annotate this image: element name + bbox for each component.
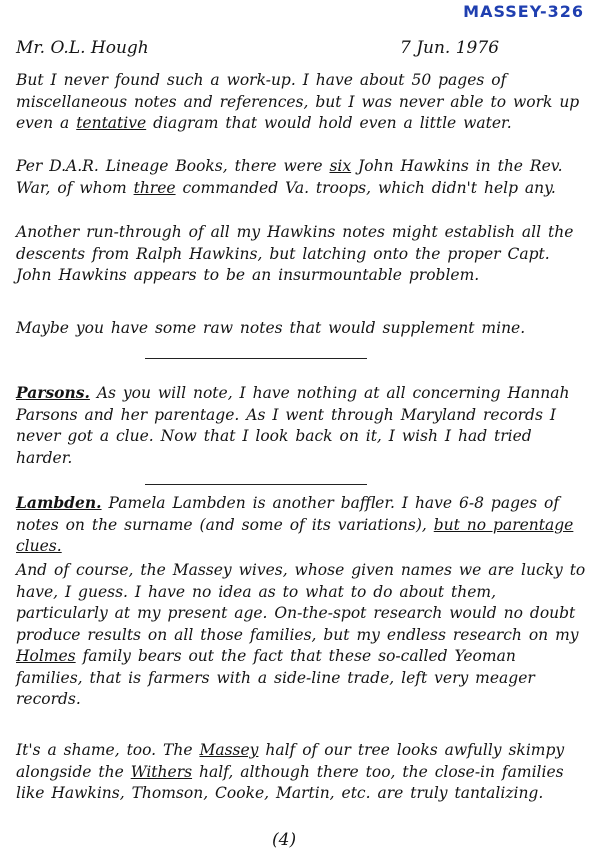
lambden-paragraph-2: And of course, the Massey wives, whose given names we are lucky to have, I guess. I have no idea as to what to do about them, particularly at my present age. On-the-spot research would no doubt produce results on all those families, but my endless research on my Holmes family bears out the fact that these so-called Yeoman families, that is farmers with a side-line trade, left very meager records.	[16, 561, 586, 708]
underlined-word: Massey	[199, 741, 259, 759]
underlined-phrase: but no parentage clues.	[16, 515, 574, 555]
intro-paragraph-2: Per D.A.R. Lineage Books, there were six John Hawkins in the Rev. War, of whom three commanded Va. troops, which didn't help any.	[16, 157, 563, 197]
underlined-word: six	[329, 157, 352, 175]
intro-paragraph-4: Maybe you have some raw notes that would supplement mine.	[16, 319, 526, 337]
divider-rule	[145, 358, 367, 359]
intro-paragraph-1: But I never found such a work-up. I have about 50 pages of miscellaneous notes and references, but I was never able to work up even a tentative diagram that would hold even a little water.	[16, 71, 580, 132]
reference-stamp: MASSEY-326	[463, 2, 584, 21]
parsons-paragraph: Parsons. As you will note, I have nothing at all concerning Hannah Parsons and her parentage. As I went through Maryland records I never got a clue. Now that I look back on it, I wish I had tried harder.	[16, 383, 570, 467]
lambden-paragraph-3: It's a shame, too. The Massey half of our tree looks awfully skimpy alongside the Withers half, although there too, the close-in families like Hawkins, Thomson, Cooke, Martin, etc. are truly tantalizing.	[16, 741, 565, 802]
section-heading: Parsons.	[16, 383, 90, 402]
divider-rule	[145, 484, 367, 485]
section-heading: Lambden.	[16, 493, 102, 512]
underlined-word: Withers	[130, 762, 193, 781]
lambden-paragraph-1: Lambden. Pamela Lambden is another baffler. I have 6-8 pages of notes on the surname (and some of its variations), but no parentage clues.	[16, 493, 574, 555]
intro-paragraph-3: Another run-through of all my Hawkins notes might establish all the descents from Ralph Hawkins, but latching onto the proper Capt. John Hawkins appears to be an insurmountable problem.	[16, 223, 574, 284]
recipient: Mr. O.L. Hough	[16, 38, 149, 58]
letter-date: 7 Jun. 1976	[400, 38, 500, 58]
underlined-word: Holmes	[16, 647, 76, 665]
underlined-word: three	[133, 178, 176, 197]
page-number: (4)	[272, 830, 297, 850]
underlined-word: tentative	[76, 114, 147, 132]
